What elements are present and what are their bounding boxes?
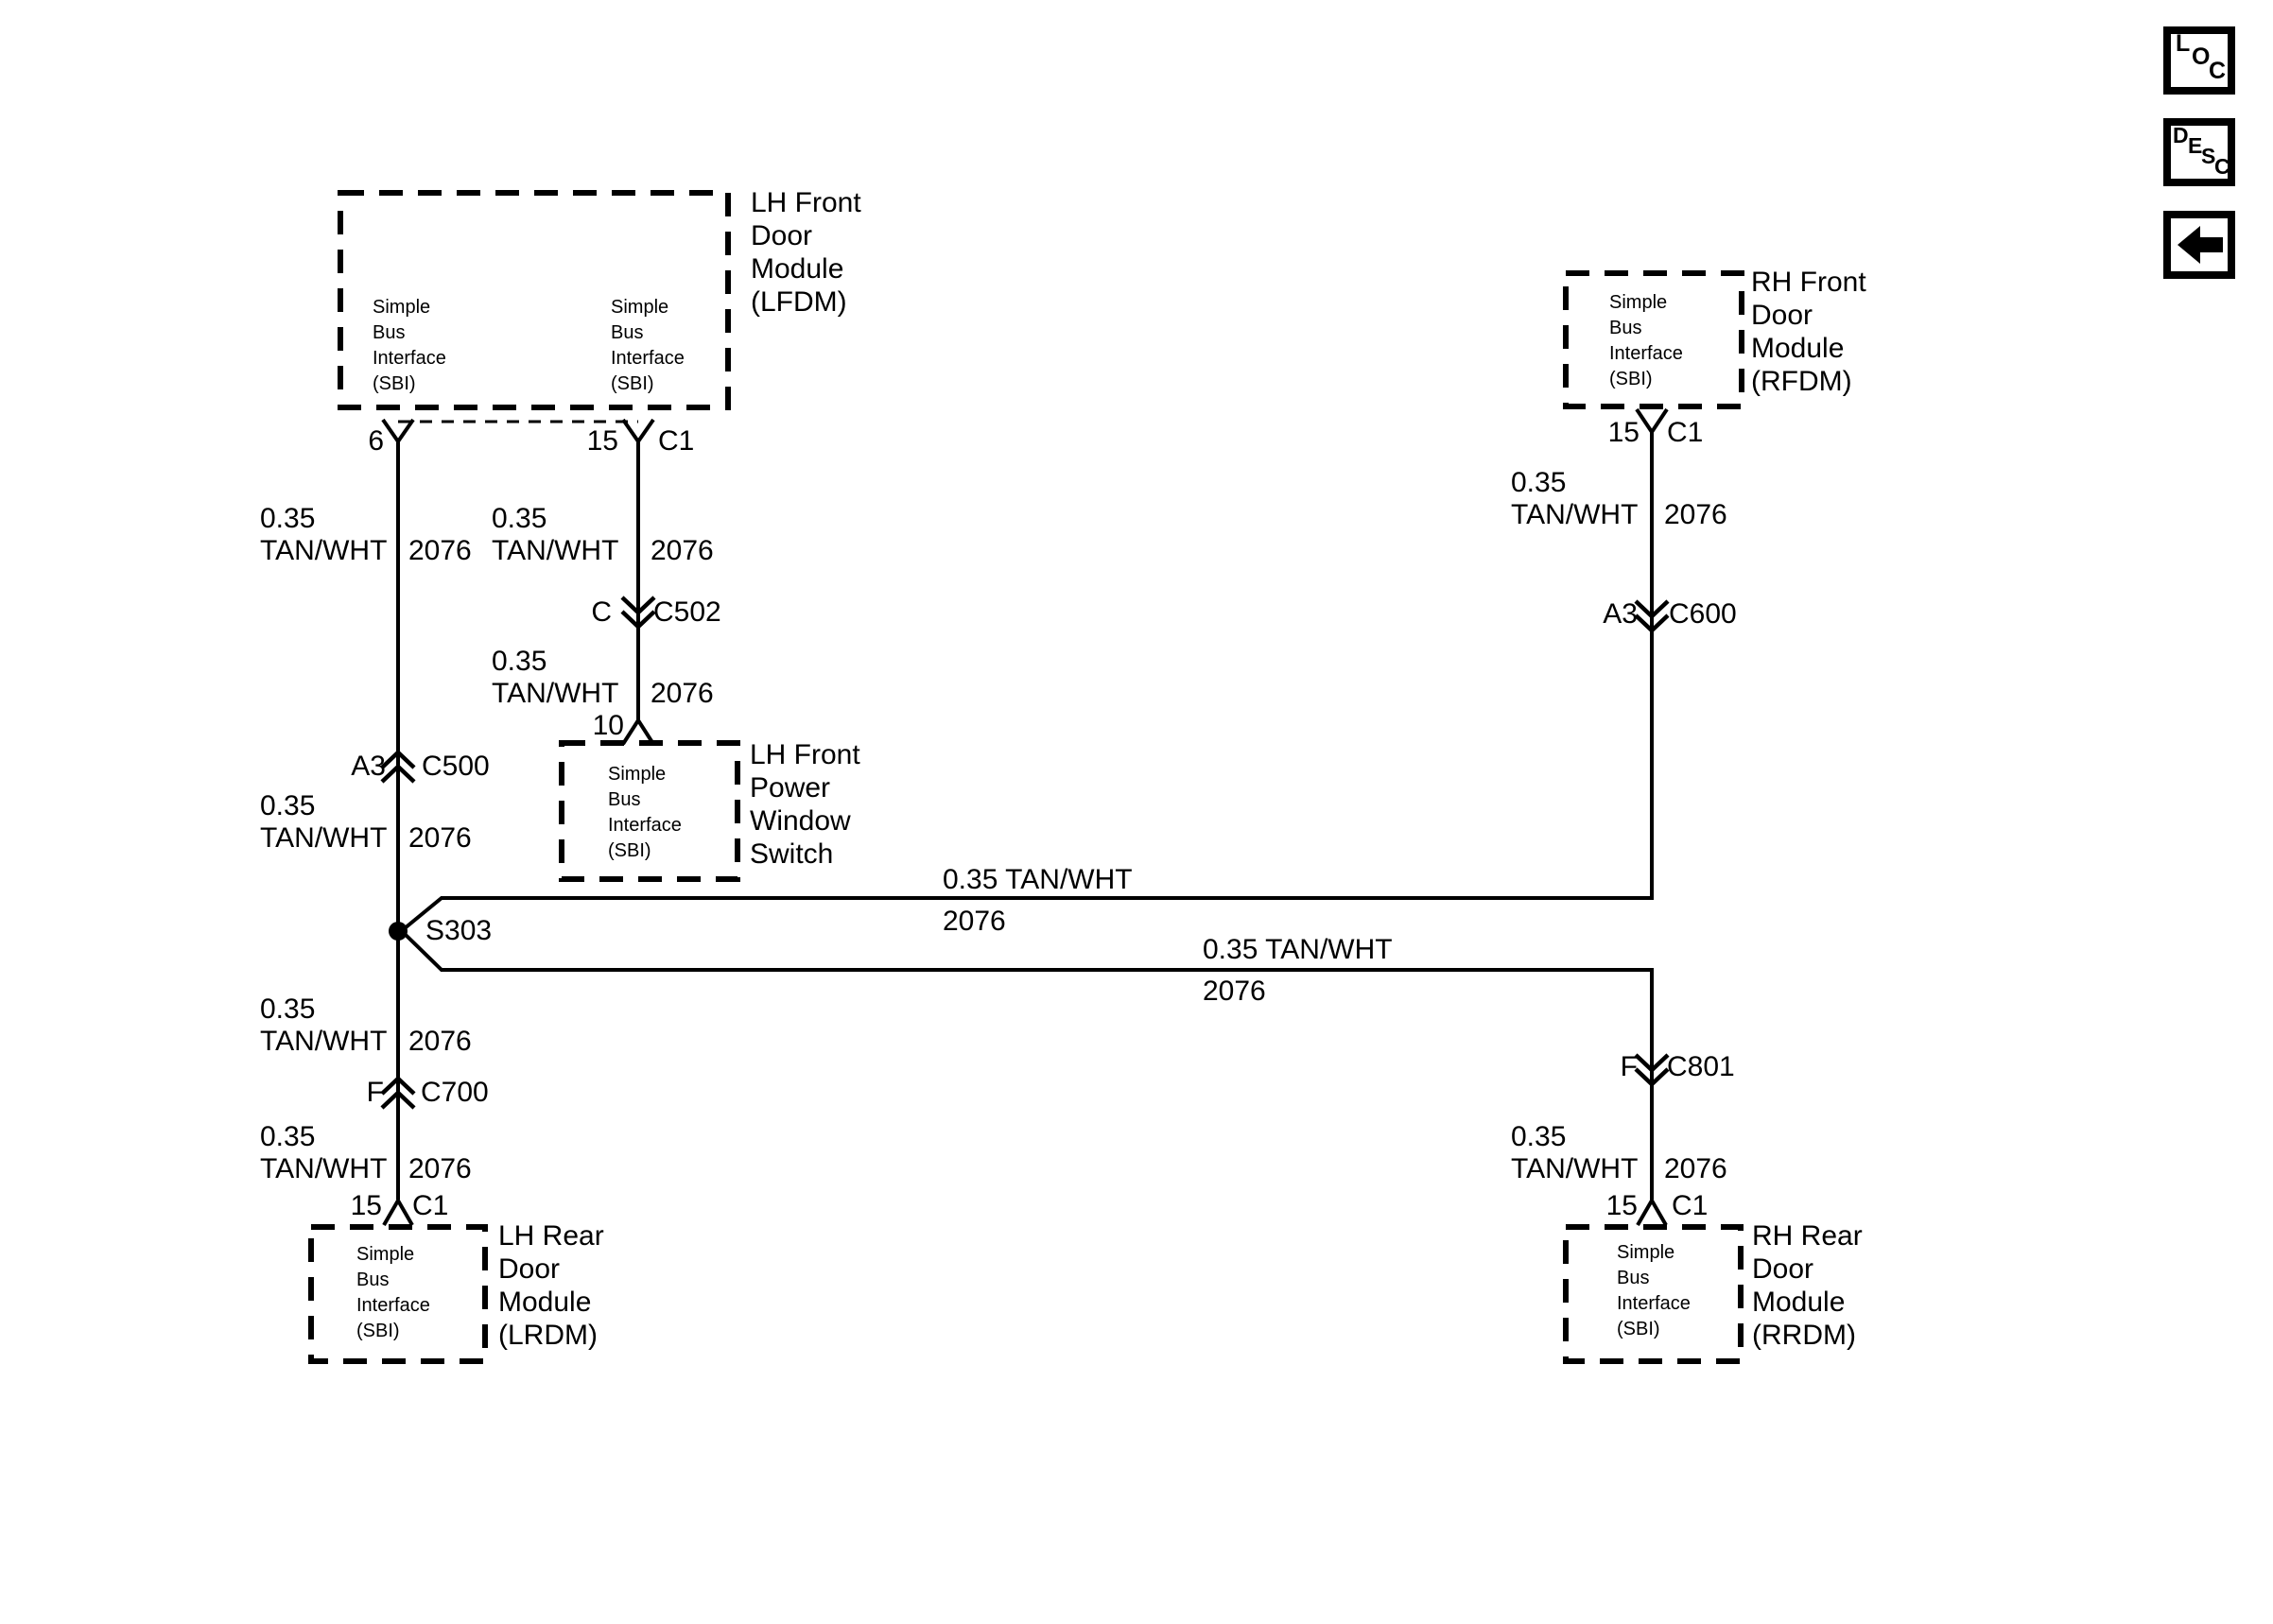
wire-label: 0.35 TAN/WHT — [1511, 1121, 1639, 1184]
wire-label: 0.35 TAN/WHT — [1511, 467, 1639, 530]
module-title-lrdm: LH Rear Door Module (LRDM) — [498, 1220, 604, 1351]
sbi-label: Simple Bus Interface (SBI) — [1617, 1242, 1691, 1339]
pin-label: A3 — [351, 751, 386, 782]
splice-dot-s303 — [389, 922, 408, 941]
wire-label: 0.35 TAN/WHT — [492, 646, 619, 709]
circuit-number: 2076 — [408, 1026, 472, 1057]
loc-button-letter: C — [2209, 58, 2227, 84]
circuit-number: 2076 — [1664, 1153, 1727, 1184]
fork-rrdm-pin15 — [1638, 1201, 1666, 1225]
pin-label: 15 — [586, 425, 618, 457]
connector-label: C1 — [658, 425, 695, 457]
back-arrow-icon — [2171, 218, 2228, 271]
desc-button-letter: C — [2214, 154, 2230, 179]
wire-label: 0.35 TAN/WHT — [260, 1121, 388, 1184]
sbi-label: Simple Bus Interface (SBI) — [356, 1244, 430, 1341]
pin-label: A3 — [1603, 598, 1638, 630]
circuit-number: 2076 — [943, 906, 1006, 937]
circuit-number: 2076 — [408, 1153, 472, 1184]
splice-label: S303 — [425, 915, 493, 946]
connector-label: C1 — [1672, 1190, 1709, 1221]
connector-label: C801 — [1667, 1051, 1735, 1082]
fork-rfdm-pin15 — [1637, 409, 1667, 432]
pin-label: C — [591, 596, 612, 628]
desc-button-letter: D — [2173, 123, 2189, 147]
loc-button[interactable] — [2163, 26, 2235, 95]
connector-label: C1 — [412, 1190, 449, 1221]
circuit-number: 2076 — [1664, 499, 1727, 530]
pin-label: 15 — [1607, 417, 1640, 448]
module-title-switch: LH Front Power Window Switch — [750, 739, 860, 870]
pin-label: 15 — [350, 1190, 382, 1221]
connector-label: C700 — [421, 1077, 489, 1108]
desc-button-letter: E — [2188, 133, 2203, 158]
wire-label: 0.35 TAN/WHT — [260, 993, 388, 1057]
pin-label: 6 — [368, 425, 384, 457]
connector-label: C600 — [1669, 598, 1737, 630]
connector-label: C502 — [653, 596, 721, 628]
circuit-number: 2076 — [408, 822, 472, 854]
wire-label-inline: 0.35 TAN/WHT — [943, 864, 1133, 895]
pin-label: 15 — [1605, 1190, 1638, 1221]
circuit-number: 2076 — [651, 678, 714, 709]
pin-label: F — [1620, 1051, 1638, 1082]
circuit-number: 2076 — [651, 535, 714, 566]
wire-splice-to-rrdm — [405, 934, 1652, 1200]
pin-label: 10 — [592, 710, 624, 741]
module-title-rfdm: RH Front Door Module (RFDM) — [1751, 267, 1866, 397]
module-title-lfdm: LH Front Door Module (LFDM) — [751, 187, 861, 318]
connector-label: C500 — [422, 751, 490, 782]
desc-button-letter: S — [2201, 144, 2216, 168]
loc-button-letter: O — [2192, 43, 2211, 70]
fork-lrdm-pin15 — [384, 1201, 412, 1225]
wire-label: 0.35 TAN/WHT — [260, 503, 388, 566]
wire-label-inline: 0.35 TAN/WHT — [1203, 934, 1393, 965]
sbi-label: Simple Bus Interface (SBI) — [373, 297, 446, 394]
module-title-rrdm: RH Rear Door Module (RRDM) — [1752, 1220, 1863, 1351]
sbi-label: Simple Bus Interface (SBI) — [1609, 292, 1683, 389]
back-button[interactable] — [2163, 211, 2235, 279]
loc-button-letter: L — [2176, 30, 2191, 57]
circuit-number: 2076 — [408, 535, 472, 566]
pin-label: F — [366, 1077, 384, 1108]
wire-label: 0.35 TAN/WHT — [260, 790, 388, 854]
circuit-number: 2076 — [1203, 976, 1266, 1007]
desc-button[interactable] — [2163, 118, 2235, 186]
sbi-label: Simple Bus Interface (SBI) — [611, 297, 685, 394]
sbi-label: Simple Bus Interface (SBI) — [608, 764, 682, 861]
wire-label: 0.35 TAN/WHT — [492, 503, 619, 566]
connector-label: C1 — [1667, 417, 1704, 448]
